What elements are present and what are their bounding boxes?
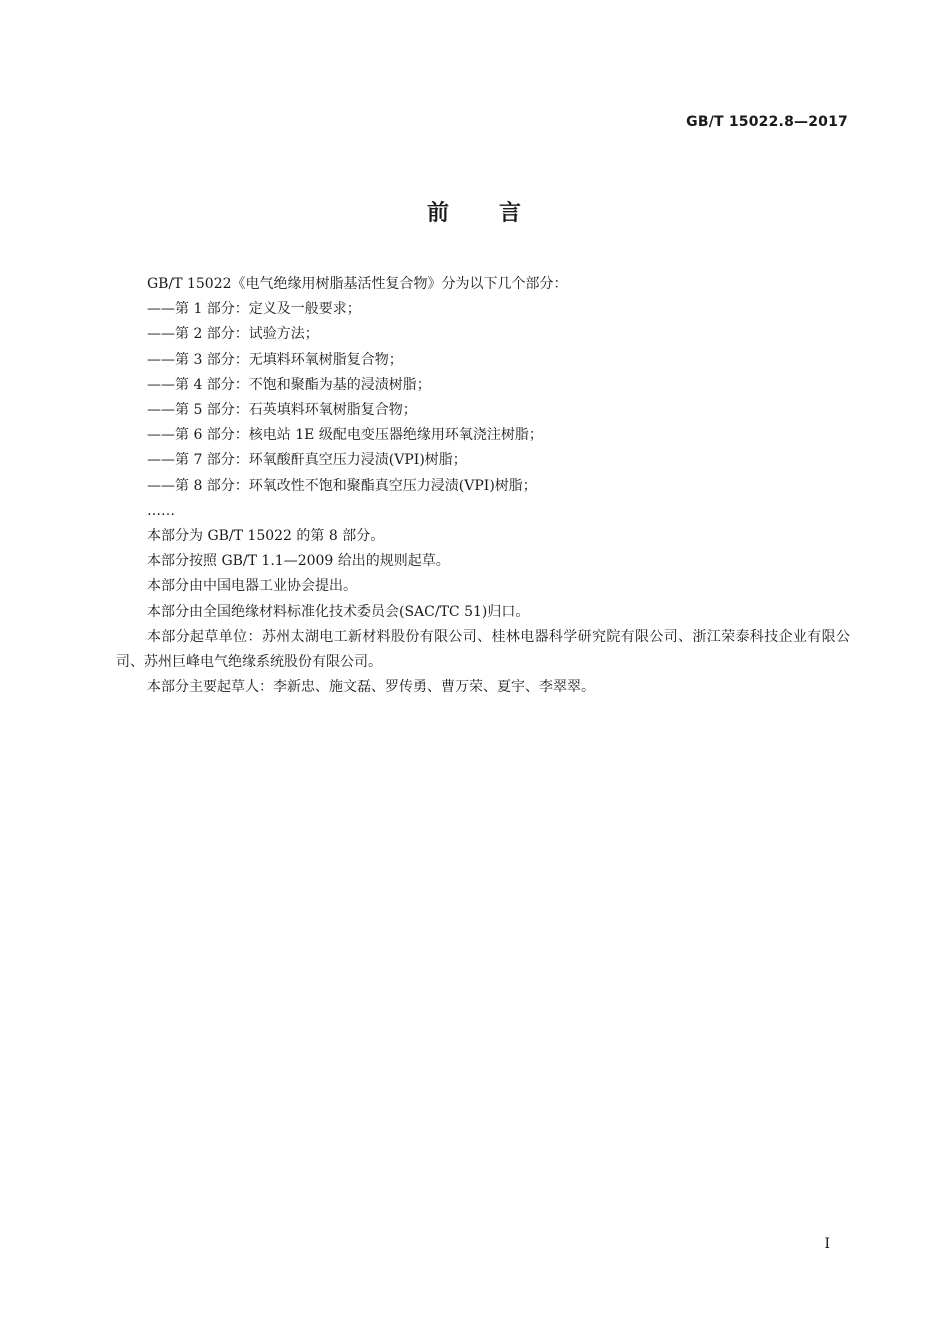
page-title bbox=[0, 196, 950, 227]
part-list-item-2: ——第 2 部分：试验方法； bbox=[147, 326, 319, 343]
committee-statement: 本部分由全国绝缘材料标准化技术委员会(SAC/TC 51)归口。 bbox=[147, 603, 530, 620]
part-statement: 本部分为 GB/T 15022 的第 8 部分。 bbox=[147, 528, 385, 545]
title-char-1: 前 bbox=[426, 201, 451, 226]
drafters-statement: 本部分主要起草人：李新忠、施文磊、罗传勇、曹万荣、夏宇、李翠翠。 bbox=[147, 679, 595, 696]
part-list-item-6: ——第 6 部分：核电站 1E 级配电变压器绝缘用环氧浇注树脂； bbox=[147, 427, 543, 444]
proposer-statement: 本部分由中国电器工业协会提出。 bbox=[147, 578, 357, 595]
title-char-2: 言 bbox=[499, 201, 524, 226]
standard-code: GB/T 15022.8—2017 bbox=[686, 114, 848, 130]
foreword-body bbox=[116, 272, 850, 700]
part-list-item-5: ——第 5 部分：石英填料环氧树脂复合物； bbox=[147, 402, 417, 419]
intro-paragraph: GB/T 15022《电气绝缘用树脂基活性复合物》分为以下几个部分： bbox=[147, 276, 568, 292]
part-list-item-7: ——第 7 部分：环氧酸酐真空压力浸渍(VPI)树脂； bbox=[147, 452, 467, 469]
part-list-ellipsis: …… bbox=[147, 502, 175, 519]
part-list-item-3: ——第 3 部分：无填料环氧树脂复合物； bbox=[147, 351, 403, 368]
drafting-units-statement: 本部分起草单位：苏州太湖电工新材料股份有限公司、桂林电器科学研究院有限公司、浙江荣泰科技企业有限公司、苏州巨峰电气绝缘系统股份有限公司。 bbox=[116, 628, 850, 671]
part-list-item-8: ——第 8 部分：环氧改性不饱和聚酯真空压力浸渍(VPI)树脂； bbox=[147, 477, 537, 494]
part-list-item-1: ——第 1 部分：定义及一般要求； bbox=[147, 301, 361, 318]
page-number: I bbox=[824, 1236, 830, 1252]
part-list-item-4: ——第 4 部分：不饱和聚酯为基的浸渍树脂； bbox=[147, 376, 431, 393]
drafting-rules-statement: 本部分按照 GB/T 1.1—2009 给出的规则起草。 bbox=[147, 553, 450, 570]
